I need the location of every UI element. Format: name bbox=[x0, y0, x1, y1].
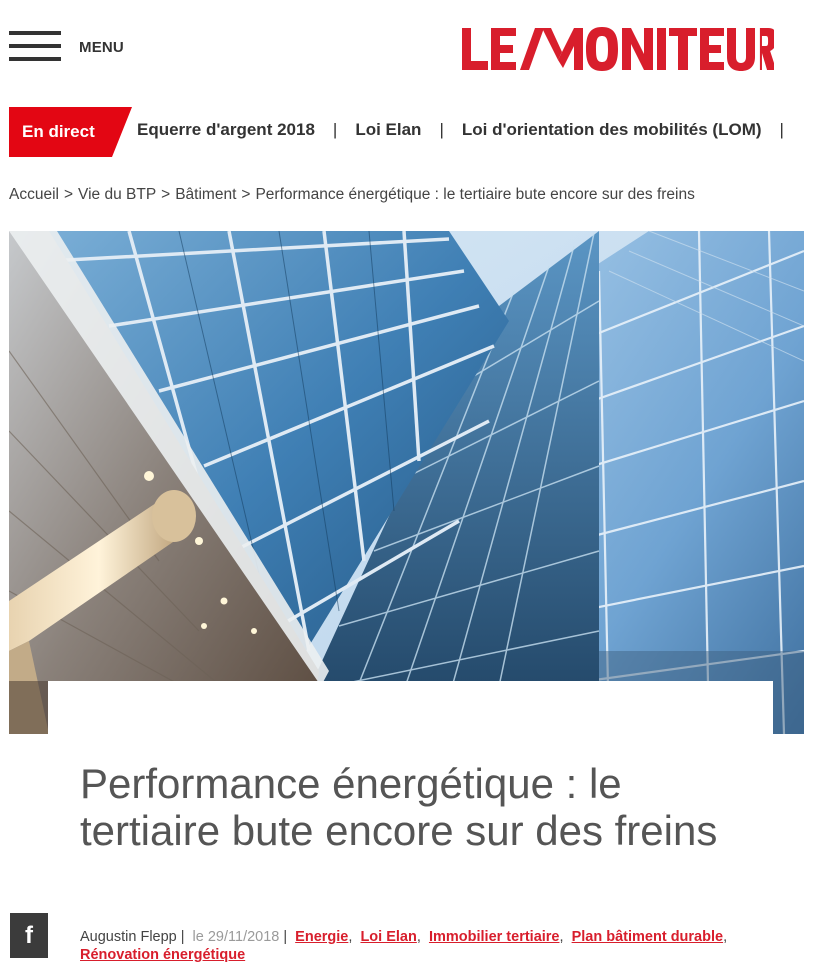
article-meta: Augustin Flepp | le 29/11/2018 | Energie, Loi Elan, Immobilier tertiaire, Plan bâtiment durable, Rénovation énergétique bbox=[80, 929, 732, 963]
breadcrumb-home[interactable]: Accueil bbox=[9, 186, 59, 203]
meta-separator: | bbox=[283, 929, 288, 945]
live-separator: | bbox=[332, 120, 338, 139]
tag-plan-batiment-durable[interactable]: Plan bâtiment durable bbox=[571, 929, 724, 945]
breadcrumb-separator: > bbox=[63, 186, 74, 203]
live-badge[interactable] bbox=[9, 107, 132, 157]
menu-label: MENU bbox=[79, 38, 124, 56]
live-links bbox=[137, 120, 802, 140]
tag-energie[interactable]: Energie bbox=[295, 929, 349, 945]
facebook-share-button[interactable] bbox=[10, 913, 48, 958]
building-facade-image bbox=[9, 231, 804, 734]
article-author[interactable]: Augustin Flepp bbox=[80, 929, 177, 945]
live-separator: | bbox=[779, 120, 784, 139]
breadcrumb bbox=[9, 186, 695, 204]
le-moniteur-logo bbox=[462, 26, 774, 74]
live-link-lom[interactable]: Loi d'orientation des mobilités (LOM) bbox=[461, 120, 762, 139]
tag-renovation-energetique[interactable]: Rénovation énergétique bbox=[80, 947, 246, 963]
breadcrumb-current: Performance énergétique : le tertiaire bute encore sur des freins bbox=[255, 186, 695, 203]
site-logo[interactable] bbox=[462, 26, 774, 74]
hero-image bbox=[9, 231, 804, 734]
tag-loi-elan[interactable]: Loi Elan bbox=[360, 929, 417, 945]
hamburger-icon bbox=[9, 30, 61, 64]
article-date: le 29/11/2018 bbox=[192, 929, 280, 945]
live-separator: | bbox=[439, 120, 444, 139]
meta-separator: | bbox=[180, 929, 185, 945]
article-title: Performance énergétique : le tertiaire bute encore sur des freins bbox=[80, 760, 718, 854]
live-link-loi-elan[interactable]: Loi Elan bbox=[355, 120, 422, 139]
breadcrumb-separator: > bbox=[241, 186, 251, 203]
facebook-icon: f bbox=[25, 922, 33, 949]
tag-immobilier-tertiaire[interactable]: Immobilier tertiaire bbox=[428, 929, 560, 945]
menu-button[interactable] bbox=[9, 30, 124, 64]
breadcrumb-separator: > bbox=[161, 186, 171, 203]
live-news-bar bbox=[0, 107, 830, 157]
live-link-equerre[interactable]: Equerre d'argent 2018 bbox=[137, 120, 315, 139]
breadcrumb-vie-du-btp[interactable]: Vie du BTP bbox=[78, 186, 157, 203]
article-card-top bbox=[48, 681, 773, 741]
breadcrumb-batiment[interactable]: Bâtiment bbox=[175, 186, 237, 203]
site-header bbox=[0, 0, 830, 95]
live-badge-label: En direct bbox=[22, 122, 95, 141]
